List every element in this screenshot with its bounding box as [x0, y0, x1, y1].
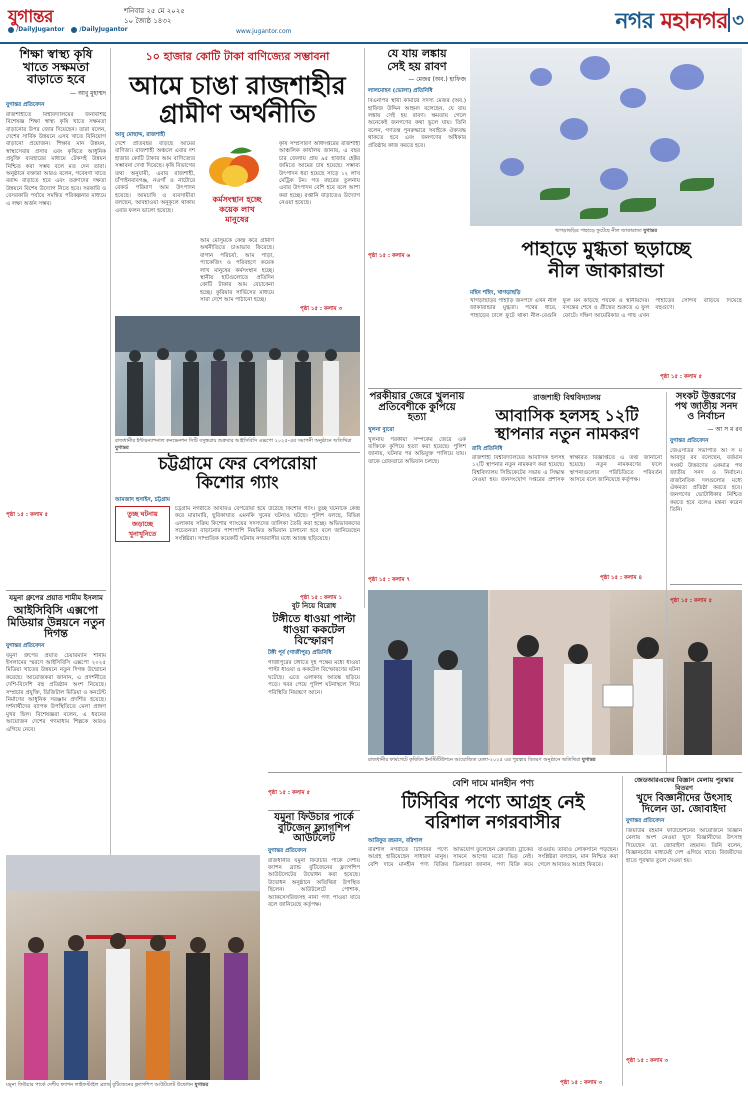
- column-divider: [364, 48, 365, 608]
- ctg-story-continued[interactable]: পৃষ্ঠা ১৫ : কলাম ১: [300, 595, 343, 601]
- khulna-story: [368, 392, 466, 585]
- blast-story: [268, 600, 360, 798]
- award-ceremony-people-icon: [368, 610, 742, 755]
- ru-story-reporter: রাবি প্রতিনিধি: [472, 446, 503, 452]
- main-story-body-col3: কৃষি সম্প্রসারণ অধিদপ্তরের রাজশাহী আঞ্চলিক কার্যালয় জানায়, এ বছর চার জেলায় প্রায় ৯৫ হাজার হেক্টর জমিতে আমের চাষ হয়েছে। সম্ভাব্য উৎপাদন ধরা হয়েছে সাড়ে ১২ লাখ মেট্রিক টন। গত বছরের তুলনায় এবার উৎপাদন বেশি হবে বলে আশা করা হচ্ছে। রপ্তানি বাড়াতেও উদ্যোগ নেওয়া হয়েছে।: [279, 141, 360, 207]
- tcb-story-reporter: আরিফুর রহমান, বরিশাল: [368, 838, 423, 844]
- facebook-link[interactable]: /DailyJugantor: [8, 26, 64, 33]
- ru-story: [472, 392, 662, 443]
- newspaper-logo: যুগান্তর: [8, 7, 53, 27]
- right-story-2-body: জিয়াউর রহমান ফাউন্ডেশনের আয়োজনে বিজ্ঞান মেলায় অংশ নেওয়া খুদে বিজ্ঞানীদের উৎসাহ দিয়েছেন ডা. জোবাইদা রহমান। তিনি বলেন, বিজ্ঞানচর্চার মাধ্যমেই দেশ এগিয়ে যাবে। বিজয়ীদের হাতে পুরস্কার তুলে দেওয়া হয়।: [626, 828, 742, 864]
- right-story-1-byline: — আ স ম রব: [707, 425, 742, 433]
- main-story-kicker: ১০ হাজার কোটি টাকা বাণিজ্যের সম্ভাবনা: [145, 50, 330, 63]
- left-story-continued[interactable]: পৃষ্ঠা ১৫ : কলাম ৫: [6, 511, 49, 518]
- divider: [670, 584, 742, 585]
- divider: [268, 772, 742, 773]
- flower-cluster: [650, 138, 680, 162]
- jacaranda-caption: খাগড়াছড়ির পাহাড়ে ফুটেছে নীল জাকারান্ডা যুগান্তর: [554, 228, 658, 234]
- flower-cluster: [670, 64, 704, 90]
- ravan-story-continued[interactable]: পৃষ্ঠা ১৫ : কলাম ৬: [368, 253, 411, 260]
- jamuna-story-reporter: যুগান্তর প্রতিবেদন: [268, 847, 307, 854]
- page-number: ৩: [732, 10, 744, 31]
- photo-1-caption: রাজধানীর ইন্টারন্যাশনাল কনভেনশন সিটি বসুন্ধরায় শুক্রবার আইসিবিসি এক্সপো ২০২৫-এর সমাপনী অনুষ্ঠানে অতিথিরা যুগান্তর: [115, 438, 352, 451]
- left-story-byline: — আবু মুহাম্মদ: [70, 89, 106, 97]
- jamuna-story-headline: যমুনা ফিউচার পার্কে বুটিজেন ফ্ল্যাগশিপ আউটলেট: [274, 812, 354, 844]
- leaf: [680, 178, 714, 191]
- right-story-1: [670, 392, 742, 606]
- ctg-story: [115, 456, 360, 493]
- date-bengali: ১০ জ্যৈষ্ঠ ১৪৩২: [124, 17, 172, 25]
- ru-story-headline-2: স্থাপনার নতুন নামকরণ: [494, 423, 640, 443]
- right-story-2-kicker: জেডআরএফের বিজ্ঞান মেলায় পুরস্কার বিতরণ: [634, 776, 734, 792]
- jacaranda-reporter: মহিন শহিদ, খাগড়াছড়ি: [470, 290, 521, 296]
- ru-story-headline-1: আবাসিক হলসহ ১২টি: [495, 406, 639, 425]
- issue-date: [124, 6, 185, 26]
- ctg-story-reporter: আমজাদ হুসাইন, চট্টগ্রাম: [115, 497, 170, 503]
- divider: [268, 810, 360, 811]
- ru-story-kicker: রাজশাহী বিশ্ববিদ্যালয়: [533, 393, 601, 402]
- left-story-headline: শিক্ষা স্বাস্থ্য কৃষি খাতে সক্ষমতা বাড়াতে হবে: [19, 47, 93, 87]
- left-story: [6, 48, 106, 520]
- ru-story-continued[interactable]: পৃষ্ঠা ১৫ : কলাম ৪: [600, 575, 643, 581]
- blast-story-body: গাজীপুরের টঙ্গীতে দুই পক্ষের মধ্যে ধাওয়া পাল্টা ধাওয়া ও ককটেল বিস্ফোরণের ঘটনা ঘটেছে। এতে এলাকায় আতঙ্ক ছড়িয়ে পড়ে। খবর পেয়ে পুলিশ ঘটনাস্থলে গিয়ে পরিস্থিতি নিয়ন্ত্রণে আনে।: [268, 660, 360, 696]
- jacaranda-story: [470, 240, 742, 282]
- khulna-story-continued[interactable]: পৃষ্ঠা ১৫ : কলাম ৭: [368, 576, 411, 583]
- date-gregorian: শনিবার ২৫ মে ২০২৫: [124, 7, 185, 15]
- right-story-1-reporter: যুগান্তর প্রতিবেদন: [670, 437, 709, 444]
- left-story-reporter: যুগান্তর প্রতিবেদন: [6, 101, 45, 108]
- mango-illustration-icon: [200, 141, 274, 191]
- right-story-2-headline: খুদে বিজ্ঞানীদের উৎসাহ দিলেন ডা. জোবাইদা: [636, 793, 732, 815]
- tcb-story-continued[interactable]: পৃষ্ঠা ১৫ : কলাম ৩: [560, 1080, 603, 1086]
- photo-2-caption: রাজধানীর ফার্মগেটে কৃষিবিদ ইনস্টিটিউশনে আয়োজিত মেলা-২০২৫ এর পুরস্কার বিতরণ অনুষ্ঠানে অতিথিরা যুগান্তর: [368, 757, 596, 763]
- jamuna-story-body: রাজধানীর যমুনা ফিউচার পার্কে দেশীয় ফ্যাশন ব্র্যান্ড বুটিজেনের ফ্ল্যাগশিপ আউটলেটের উদ্বোধন করা হয়েছে। উদ্বোধন অনুষ্ঠানে অতিথিরা উপস্থিত ছিলেন। আউটলেটে পোশাক, অ্যাকসেসরিজসহ নানা পণ্য পাওয়া যাবে বলে জানিয়েছে কর্তৃপক্ষ।: [268, 857, 360, 908]
- mango-callout: [200, 141, 274, 233]
- jacaranda-headline-1: পাহাড়ে মুগ্ধতা ছড়াচ্ছে: [521, 238, 691, 260]
- left-story-body: রাজশাহীতে বিশ্ববিদ্যালয়ের জনবিশিষ্ট বিশেষজ্ঞ শিক্ষা স্বাস্থ্য কৃষি খাতে সক্ষমতা বাড়ানোর উপর জোর দিয়েছেন। তারা বলেন, দেশের সার্বিক উন্নয়নে এসব খাতে বিনিয়োগ বাড়ানো প্রয়োজন। শিক্ষার মান উন্নয়ন, স্বাস্থ্যসেবার প্রসার এবং কৃষিতে আধুনিক প্রযুক্তি ব্যবহারের মাধ্যমে টেকসই উন্নয়ন নিশ্চিত করা সম্ভব বলে মত দেন তারা। অনুষ্ঠানে বক্তারা আরও বলেন, গবেষণা খাতে বরাদ্দ বাড়াতে হবে এবং তরুণদের দক্ষতা উন্নয়নে বিশেষ উদ্যোগ নিতে হবে। সরকারি ও বেসরকারি পর্যায়ে সমন্বিত পরিকল্পনার মাধ্যমে এ লক্ষ্য অর্জন সম্ভব।: [6, 111, 106, 207]
- ravan-story-body: বিএনপির স্থায়ী কমিটির সদস্য মেজর (অব.) হাফিজ উদ্দিন আহমদ বলেছেন, যে যায় লঙ্কায় সেই হয় রাবণ। ক্ষমতায় গেলে অনেকেই জনগণের কথা ভুলে যায়। তিনি বলেন, গণতন্ত্র পুনরুদ্ধারে সবাইকে ঐক্যবদ্ধ থাকতে হবে এবং জনগণের অধিকার প্রতিষ্ঠায় কাজ করতে হবে।: [368, 98, 466, 149]
- ru-story-body: রাজশাহী বিশ্ববিদ্যালয়ের আবাসিক হলসহ ১২টি স্থাপনার নতুন নামকরণ করা হয়েছে। বিশ্ববিদ্যালয় সিন্ডিকেটের সভায় এ সিদ্ধান্ত নেওয়া হয়। জনসংযোগ দপ্তরের প্রশাসক স্বাক্ষরিত বিজ্ঞপ্তিতে এ তথ্য জানানো হয়েছে। নতুন নামকরণের ফলে স্থাপনাগুলোর পরিচিতিতে পরিবর্তন আসবে বলে জানিয়েছে কর্তৃপক্ষ।: [472, 455, 662, 484]
- tcb-story-headline-1: টিসিবির পণ্যে আগ্রহ নেই: [401, 792, 585, 813]
- event-photo-1: [115, 316, 360, 436]
- jacaranda-body: খাগড়াছড়ির পাহাড়ি জনপদে এখন নীল জাকারান্ডার মুগ্ধতা। পথের ধারে, পাহাড়ের ঢালে ফুটে থাকা নীল-বেগুনি ফুল মন কাড়ছে পর্যটক ও স্থানীয়দের। বসন্তের শেষে ও গ্রীষ্মের শুরুতে এ ফুল ফোটে। দক্ষিণ আমেরিকার এ গাছ এখন পাহাড়ের সৌন্দর্য বাড়িয়ে দিয়েছে বহুগুণে।: [470, 298, 742, 319]
- right-story-1-body: জেএসডির সভাপতি আ স ম আবদুর রব বলেছেন, বর্তমান সংকট উত্তরণের একমাত্র পথ জাতীয় সনদ ও নির্বাচন। রাজনৈতিক দলগুলোর মধ্যে ঐকমত্য প্রতিষ্ঠা করতে হবে। জনগণের ভোটাধিকার নিশ্চিত করতে হবে বলেও মন্তব্য করেন তিনি।: [670, 447, 742, 514]
- right-story-1-continued[interactable]: পৃষ্ঠা ১৫ : কলাম ৫: [670, 597, 713, 604]
- tcb-story-headline-2: বরিশাল নগরবাসীর: [425, 811, 561, 833]
- jacaranda-continued[interactable]: পৃষ্ঠা ১৫ : কলাম ৫: [660, 374, 703, 380]
- khulna-story-headline: পরকীয়ার জেরে খুলনায় প্রতিবেশীকে কুপিয়ে হত্যা: [369, 391, 465, 423]
- blast-story-kicker: বুট নিয়ে বিরোধ: [291, 602, 337, 610]
- facebook-icon: [8, 27, 14, 33]
- ravan-story-byline: — মেজর (অব.) হাফিজ: [408, 76, 466, 84]
- main-story-body-col2: আম মৌসুমকে কেন্দ্র করে গ্রামীণ অর্থনীতিতে চাঙাভাব ফিরেছে। বাগান পরিচর্যা, আম পাড়া, প্যাকেজিং ও পরিবহণে কয়েক লাখ মানুষের কর্মসংস্থান হচ্ছে। স্থানীয় হাটগুলোতে প্রতিদিন কোটি টাকার আম বেচাকেনা হচ্ছে। কুরিয়ার সার্ভিসের মাধ্যমে সারা দেশে আম পাঠানো হচ্ছে।: [200, 238, 274, 304]
- ctg-story-headline-2: কিশোর গ্যাং: [196, 472, 279, 493]
- right-story-2-continued[interactable]: পৃষ্ঠা ১৫ : কলাম ৩: [626, 1058, 669, 1064]
- header-divider: [728, 8, 730, 32]
- ravan-story-reporter: লালমোহন (ভোলা) প্রতিনিধি: [368, 88, 433, 95]
- main-story-reporter: আবু মোছাদ্দ, রাজশাহী: [115, 132, 166, 138]
- flower-cluster: [500, 158, 524, 176]
- flower-cluster: [580, 56, 610, 80]
- divider: [6, 590, 106, 591]
- ribbon-cutting-people-icon: [6, 915, 260, 1080]
- callout-line-3: মানুষের: [225, 215, 249, 224]
- leaf: [580, 208, 608, 219]
- main-story-body-col1: দেশে প্রতিবছর বাড়ছে আমের বাণিজ্য। রাজশাহী অঞ্চলে এবার দশ হাজার কোটি টাকার আম বাণিজ্যের সম্ভাবনা দেখা দিয়েছে। কৃষি বিভাগের তথ্য অনুযায়ী, এবার রাজশাহী, চাঁপাইনবাবগঞ্জ, নওগাঁ ও নাটোরে রেকর্ড পরিমাণ আম উৎপাদন হয়েছে। আমচাষি ও ব্যবসায়ীরা বলছেন, আবহাওয়া অনুকূলে থাকায় এবার ফলন ভালো হয়েছে।: [115, 141, 195, 214]
- right-story-2: [626, 776, 742, 1066]
- callout-line-1: কর্মসংস্থান হচ্ছে: [212, 195, 262, 204]
- tcb-story-body: বরিশাল নগরীতে টিসিবির পণ্যে আগ্রহ হারিয়েছেন সাধারণ মানুষ। বেশি দামে মানহীন পণ্য বিক্রির অভিযোগ তুলেছেন ক্রেতারা। ট্রাকের সামনে আগের মতো ভিড় নেই। ডিলাররা জানান, পণ্য বিক্রি কমে যাওয়ায় তারাও লোকসানে পড়ছেন। সংশ্লিষ্টরা বলছেন, মান নিশ্চিত করা গেলে আবারও আগ্রহ ফিরবে।: [368, 847, 618, 868]
- social-links: [8, 26, 128, 33]
- divider: [115, 452, 360, 453]
- photo-3-caption: যমুনা ফিউচার পার্কে দেশীয় ফ্যাশন লাইফস্টাইল ব্র্যান্ড বুটিজেনের ফ্ল্যাগশিপ আউটলেট উদ্বোধন যুগান্তর: [6, 1082, 209, 1088]
- tcb-story: [368, 776, 618, 833]
- callout-line-2: কয়েক লাখ: [219, 205, 255, 214]
- blast-story-reporter: টঙ্গী পূর্ব (গাজীপুর) প্রতিনিধি: [268, 650, 332, 657]
- leaf: [540, 188, 570, 200]
- khulna-story-body: খুলনায় পরকীয়া সম্পর্কের জেরে এক ব্যক্তিকে কুপিয়ে হত্যা করা হয়েছে। পুলিশ জানায়, ঘটনার পর অভিযুক্ত পালিয়ে যায়। তাকে গ্রেফতারে অভিযান চলছে।: [368, 436, 466, 465]
- left-story-2-reporter: যুগান্তর প্রতিবেদন: [6, 642, 45, 649]
- ravan-story-headline-2: সেই হয় রাবণ: [387, 59, 447, 73]
- main-story-headline-2: গ্রামীণ অর্থনীতি: [159, 99, 316, 129]
- ctg-story-body: চট্টগ্রাম নগরীতে আবারও বেপরোয়া হয়ে উঠেছে কিশোর গ্যাং। তুচ্ছ ঘটনাকে কেন্দ্র করে মারামারি, ছুরিকাঘাত এমনকি খুনের ঘটনাও ঘটছে। পুলিশ বলছে, বিভিন্ন এলাকায় সক্রিয় কিশোর গ্যাংয়ের সদস্যদের তালিকা তৈরি করা হচ্ছে। অভিভাবকদের সচেতনতা বাড়ানোর পাশাপাশি নিয়মিত অভিযান চালানো হবে বলে জানিয়েছেন সংশ্লিষ্টরা। সাম্প্রতিক কয়েকটি ঘটনায় নগরবাসীর মধ্যে আতঙ্ক ছড়িয়েছে।: [175, 506, 360, 542]
- event-photo-2: [368, 590, 742, 755]
- twitter-icon: [71, 27, 77, 33]
- store-sign: [6, 855, 260, 891]
- left-story-2-body: যমুনা গ্রুপের প্রয়াত চেয়ারম্যান শামীম ইসলামের স্মরণে আইসিবিসি এক্সপো ২০২৫ মিডিয়া খাতের উন্নয়নে নতুন দিগন্ত উন্মোচন করেছে। আয়োজকরা জানান, এ প্রদর্শনীতে দেশি-বিদেশি বহু প্রতিষ্ঠান অংশ নিয়েছে। সম্প্রচার প্রযুক্তি, ডিজিটাল মিডিয়া ও কনটেন্ট নির্মাণের আধুনিক সরঞ্জাম প্রদর্শিত হয়েছে। দর্শনার্থীদের ব্যাপক উপস্থিতিতে মেলা প্রাঙ্গণ মুখর ছিল। বিশেষজ্ঞরা বলেন, এ ধরনের আয়োজন দেশের গণমাধ্যম শিল্পকে আরও এগিয়ে নেবে।: [6, 652, 106, 733]
- ravan-story-headline-1: যে যায় লঙ্কায়: [387, 47, 447, 60]
- jamuna-story: [268, 813, 360, 1078]
- right-story-1-headline: সংকট উত্তরণের পথ জাতীয় সনদ ও নির্বাচন: [674, 391, 738, 422]
- flower-cluster: [530, 68, 552, 86]
- main-story-headline-1: আমে চাঙা রাজশাহীর: [129, 71, 346, 100]
- page-header: [0, 0, 748, 44]
- right-story-2-reporter: যুগান্তর প্রতিবেদন: [626, 818, 665, 824]
- website-link[interactable]: www.jugantor.com: [236, 28, 292, 35]
- flower-cluster: [600, 168, 628, 190]
- flower-cluster: [620, 88, 646, 108]
- blast-story-headline: টঙ্গীতে ধাওয়া পাল্টা ধাওয়া ককটেল বিস্ফোরণ: [272, 613, 356, 648]
- people-group-icon: [115, 336, 360, 436]
- column-divider: [666, 392, 667, 772]
- event-photo-3: [6, 855, 260, 1080]
- flower-cluster: [560, 118, 588, 140]
- khulna-story-reporter: খুলনা ব্যুরো: [368, 426, 394, 433]
- left-story-2-headline: আইসিবিসি এক্সপো মিডিয়ার উন্নয়নে নতুন দিগন্ত: [7, 604, 105, 641]
- jacaranda-headline-2: নীল জাকারান্ডা: [548, 259, 664, 282]
- twitter-link[interactable]: /DailyJugantor: [71, 26, 127, 33]
- main-story: [115, 48, 360, 128]
- tcb-story-kicker: বেশি দামে মানহীন পণ্য: [452, 779, 534, 789]
- jacaranda-photo: [470, 48, 742, 226]
- divider: [368, 388, 742, 389]
- main-story-continued[interactable]: পৃষ্ঠা ১৫ : কলাম ৩: [300, 306, 343, 312]
- ctg-callout: তুচ্ছ ঘটনায় জড়াচ্ছে খুনাখুনিতে: [115, 506, 170, 542]
- blast-story-continued[interactable]: পৃষ্ঠা ১৫ : কলাম ৫: [268, 790, 311, 797]
- left-story-2-kicker: যমুনা গ্রুপের প্রয়াত শামীম ইসলাম: [9, 594, 103, 602]
- leaf: [620, 198, 656, 212]
- section-title: নগর মহানগর: [615, 9, 728, 34]
- column-divider: [622, 776, 623, 1086]
- ctg-story-headline-1: চট্টগ্রামে ফের বেপরোয়া: [158, 454, 317, 474]
- ravan-story: [368, 48, 466, 261]
